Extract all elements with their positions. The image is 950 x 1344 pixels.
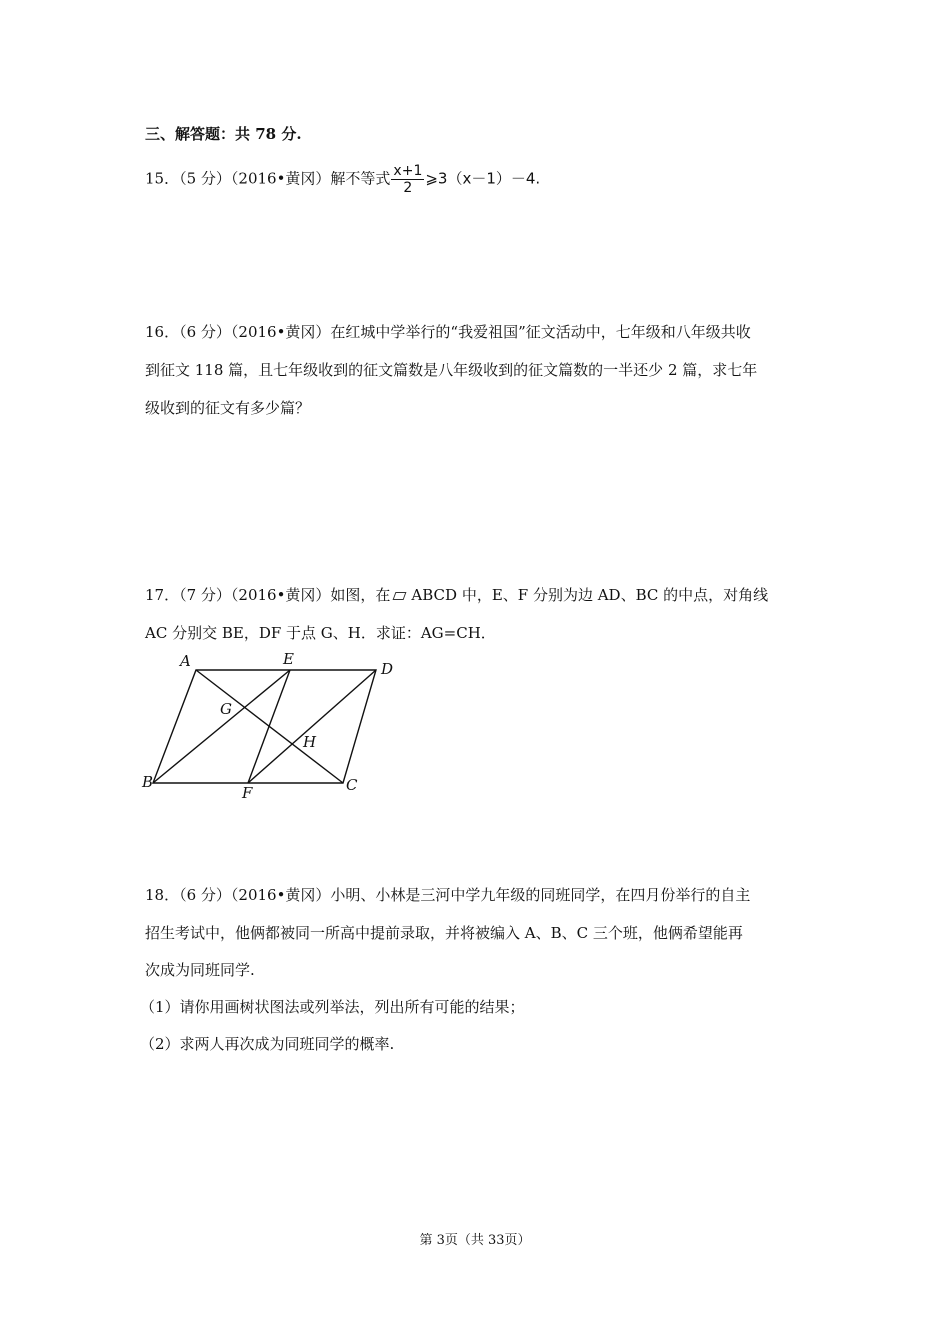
q17-line-1-after: ABCD 中，E、F 分别为边 AD、BC 的中点，对角线 [411,586,769,604]
section-heading: 三、解答题：共 78 分. [145,125,302,143]
q18-line-1: 18．（6 分）（2016•黄冈）小明、小林是三河中学九年级的同班同学，在四月份举行的自主 [145,886,751,904]
segment-df [248,670,376,783]
parallelogram-figure [138,650,398,800]
label-d: D [381,660,394,678]
q16-line-3: 级收到的征文有多少篇？ [145,399,311,417]
label-h: H [303,733,317,751]
q15-fraction-denominator: 2 [403,180,413,196]
q18-sub-1: （1）请你用画树状图法或列举法，列出所有可能的结果； [140,998,525,1016]
q18-line-3: 次成为同班同学. [145,961,255,979]
label-a: A [180,652,191,670]
q15-prefix: 15．（5 分）（2016•黄冈）解不等式 [145,169,391,188]
q16-line-1: 16．（6 分）（2016•黄冈）在红城中学举行的“我爱祖国”征文活动中，七年级和八年级共收 [145,323,751,341]
question-15 [145,164,540,195]
q18-sub-2: （2）求两人再次成为同班同学的概率. [140,1035,395,1053]
parallelogram-abcd [153,670,376,783]
q17-line-2: AC 分别交 BE，DF 于点 G、H．求证：AG=CH． [145,624,496,642]
parallelogram-symbol-icon [393,592,407,600]
label-f: F [242,784,253,800]
q16-line-2: 到征文 118 篇，且七年级收到的征文篇数是八年级收到的征文篇数的一半还少 2 篇，求七年 [145,361,758,379]
label-e: E [283,650,294,668]
label-c: C [346,776,358,794]
q15-fraction [391,164,424,195]
q15-fraction-numerator: x+1 [393,163,423,179]
q17-line-1-before: 17．（7 分）（2016•黄冈）如图，在 [145,586,391,604]
label-b: B [142,773,154,791]
q18-line-2: 招生考试中，他俩都被同一所高中提前录取，并将被编入 A、B、C 三个班，他俩希望能再 [145,924,743,942]
label-g: G [220,700,232,718]
q17-line-1 [145,585,768,605]
q15-inequality-rest: ⩾3（x－1）－4. [425,169,541,188]
page-footer: 第 3页（共 33页） [419,1233,531,1248]
